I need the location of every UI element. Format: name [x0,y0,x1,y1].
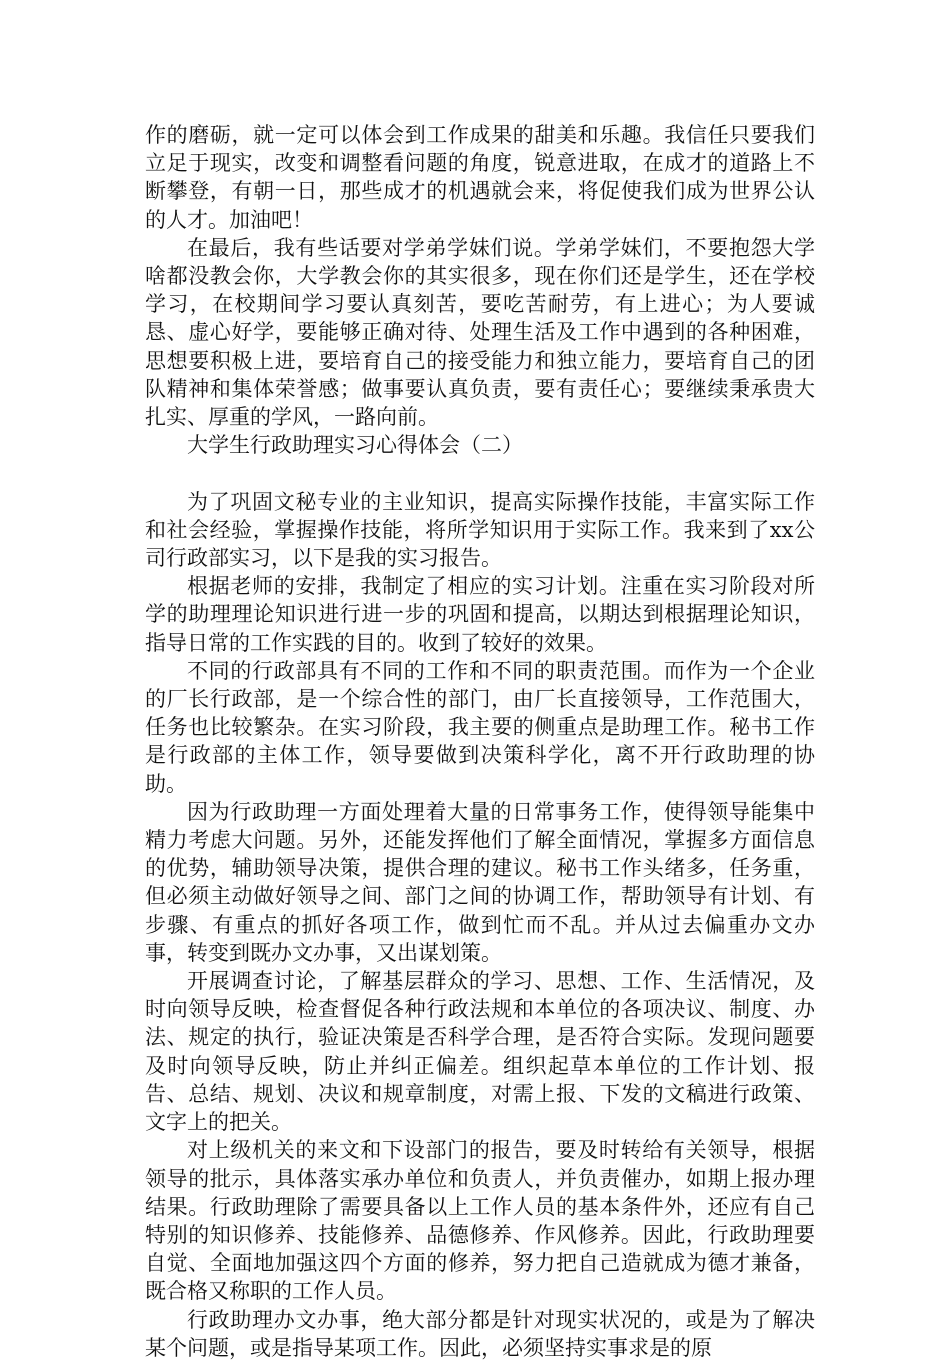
paragraph: 行政助理办文办事，绝大部分都是针对现实状况的，或是为了解决某个问题，或是指导某项工作。因此，必须坚持实事求是的原 [145,1307,815,1360]
blank-line [145,459,815,487]
paragraph: 根据老师的安排，我制定了相应的实习计划。注重在实习阶段对所学的助理理论知识进行进一步的巩固和提高，以期达到根据理论知识，指导日常的工作实践的目的。收到了较好的效果。 [145,574,815,655]
paragraph: 作的磨砺，就一定可以体会到工作成果的甜美和乐趣。我信任只要我们立足于现实，改变和调整看问题的角度，锐意进取，在成才的道路上不断攀登，有朝一日，那些成才的机遇就会来，将促使我们成为世界公认的人才。加油吧！ [145,123,815,232]
paragraph: 对上级机关的来文和下设部门的报告，要及时转给有关领导，根据领导的批示，具体落实承办单位和负责人，并负责催办，如期上报办理结果。行政助理除了需要具备以上工作人员的基本条件外，还应有自己特别的知识修养、技能修养、品德修养、作风修养。因此，行政助理要自觉、全面地加强这四个方面的修养，努力把自己造就成为德才兼备，既合格又称职的工作人员。 [145,1138,815,1304]
paragraph: 因为行政助理一方面处理着大量的日常事务工作，使得领导能集中精力考虑大问题。另外，还能发挥他们了解全面情况，掌握多方面信息的优势，辅助领导决策，提供合理的建议。秘书工作头绪多，任务重，但必须主动做好领导之间、部门之间的协调工作，帮助领导有计划、有步骤、有重点的抓好各项工作，做到忙而不乱。并从过去偏重办文办事，转变到既办文办事，又出谋划策。 [145,799,815,965]
paragraph: 开展调查讨论，了解基层群众的学习、思想、工作、生活情况，及时向领导反映，检查督促各种行政法规和本单位的各项决议、制度、办法、规定的执行，验证决策是否科学合理，是否符合实际。发现问题要及时向领导反映，防止并纠正偏差。组织起草本单位的工作计划、报告、总结、规划、决议和规章制度，对需上报、下发的文稿进行政策、文字上的把关。 [145,969,815,1135]
paragraph: 不同的行政部具有不同的工作和不同的职责范围。而作为一个企业的厂长行政部，是一个综合性的部门，由厂长直接领导，工作范围大，任务也比较繁杂。在实习阶段，我主要的侧重点是助理工作。秘书工作是行政部的主体工作，领导要做到决策科学化，离不开行政助理的协助。 [145,658,815,796]
paragraph: 在最后，我有些话要对学弟学妹们说。学弟学妹们，不要抱怨大学啥都没教会你，大学教会你的其实很多，现在你们还是学生，还在学校学习，在校期间学习要认真刻苦，要吃苦耐劳，有上进心；为人要诚恳、虚心好学，要能够正确对待、处理生活及工作中遇到的各种困难，思想要积极上进，要培育自己的接受能力和独立能力，要培育自己的团队精神和集体荣誉感；做事要认真负责，要有责任心；要继续秉承贵大扎实、厚重的学风，一路向前。 [145,235,815,430]
section-title: 大学生行政助理实习心得体会（二） [187,433,523,458]
document-body [145,121,815,1362]
paragraph: 为了巩固文秘专业的主业知识，提高实际操作技能，丰富实际工作和社会经验，掌握操作技能，将所学知识用于实际工作。我来到了xx公司行政部实习，以下是我的实习报告。 [145,489,815,571]
